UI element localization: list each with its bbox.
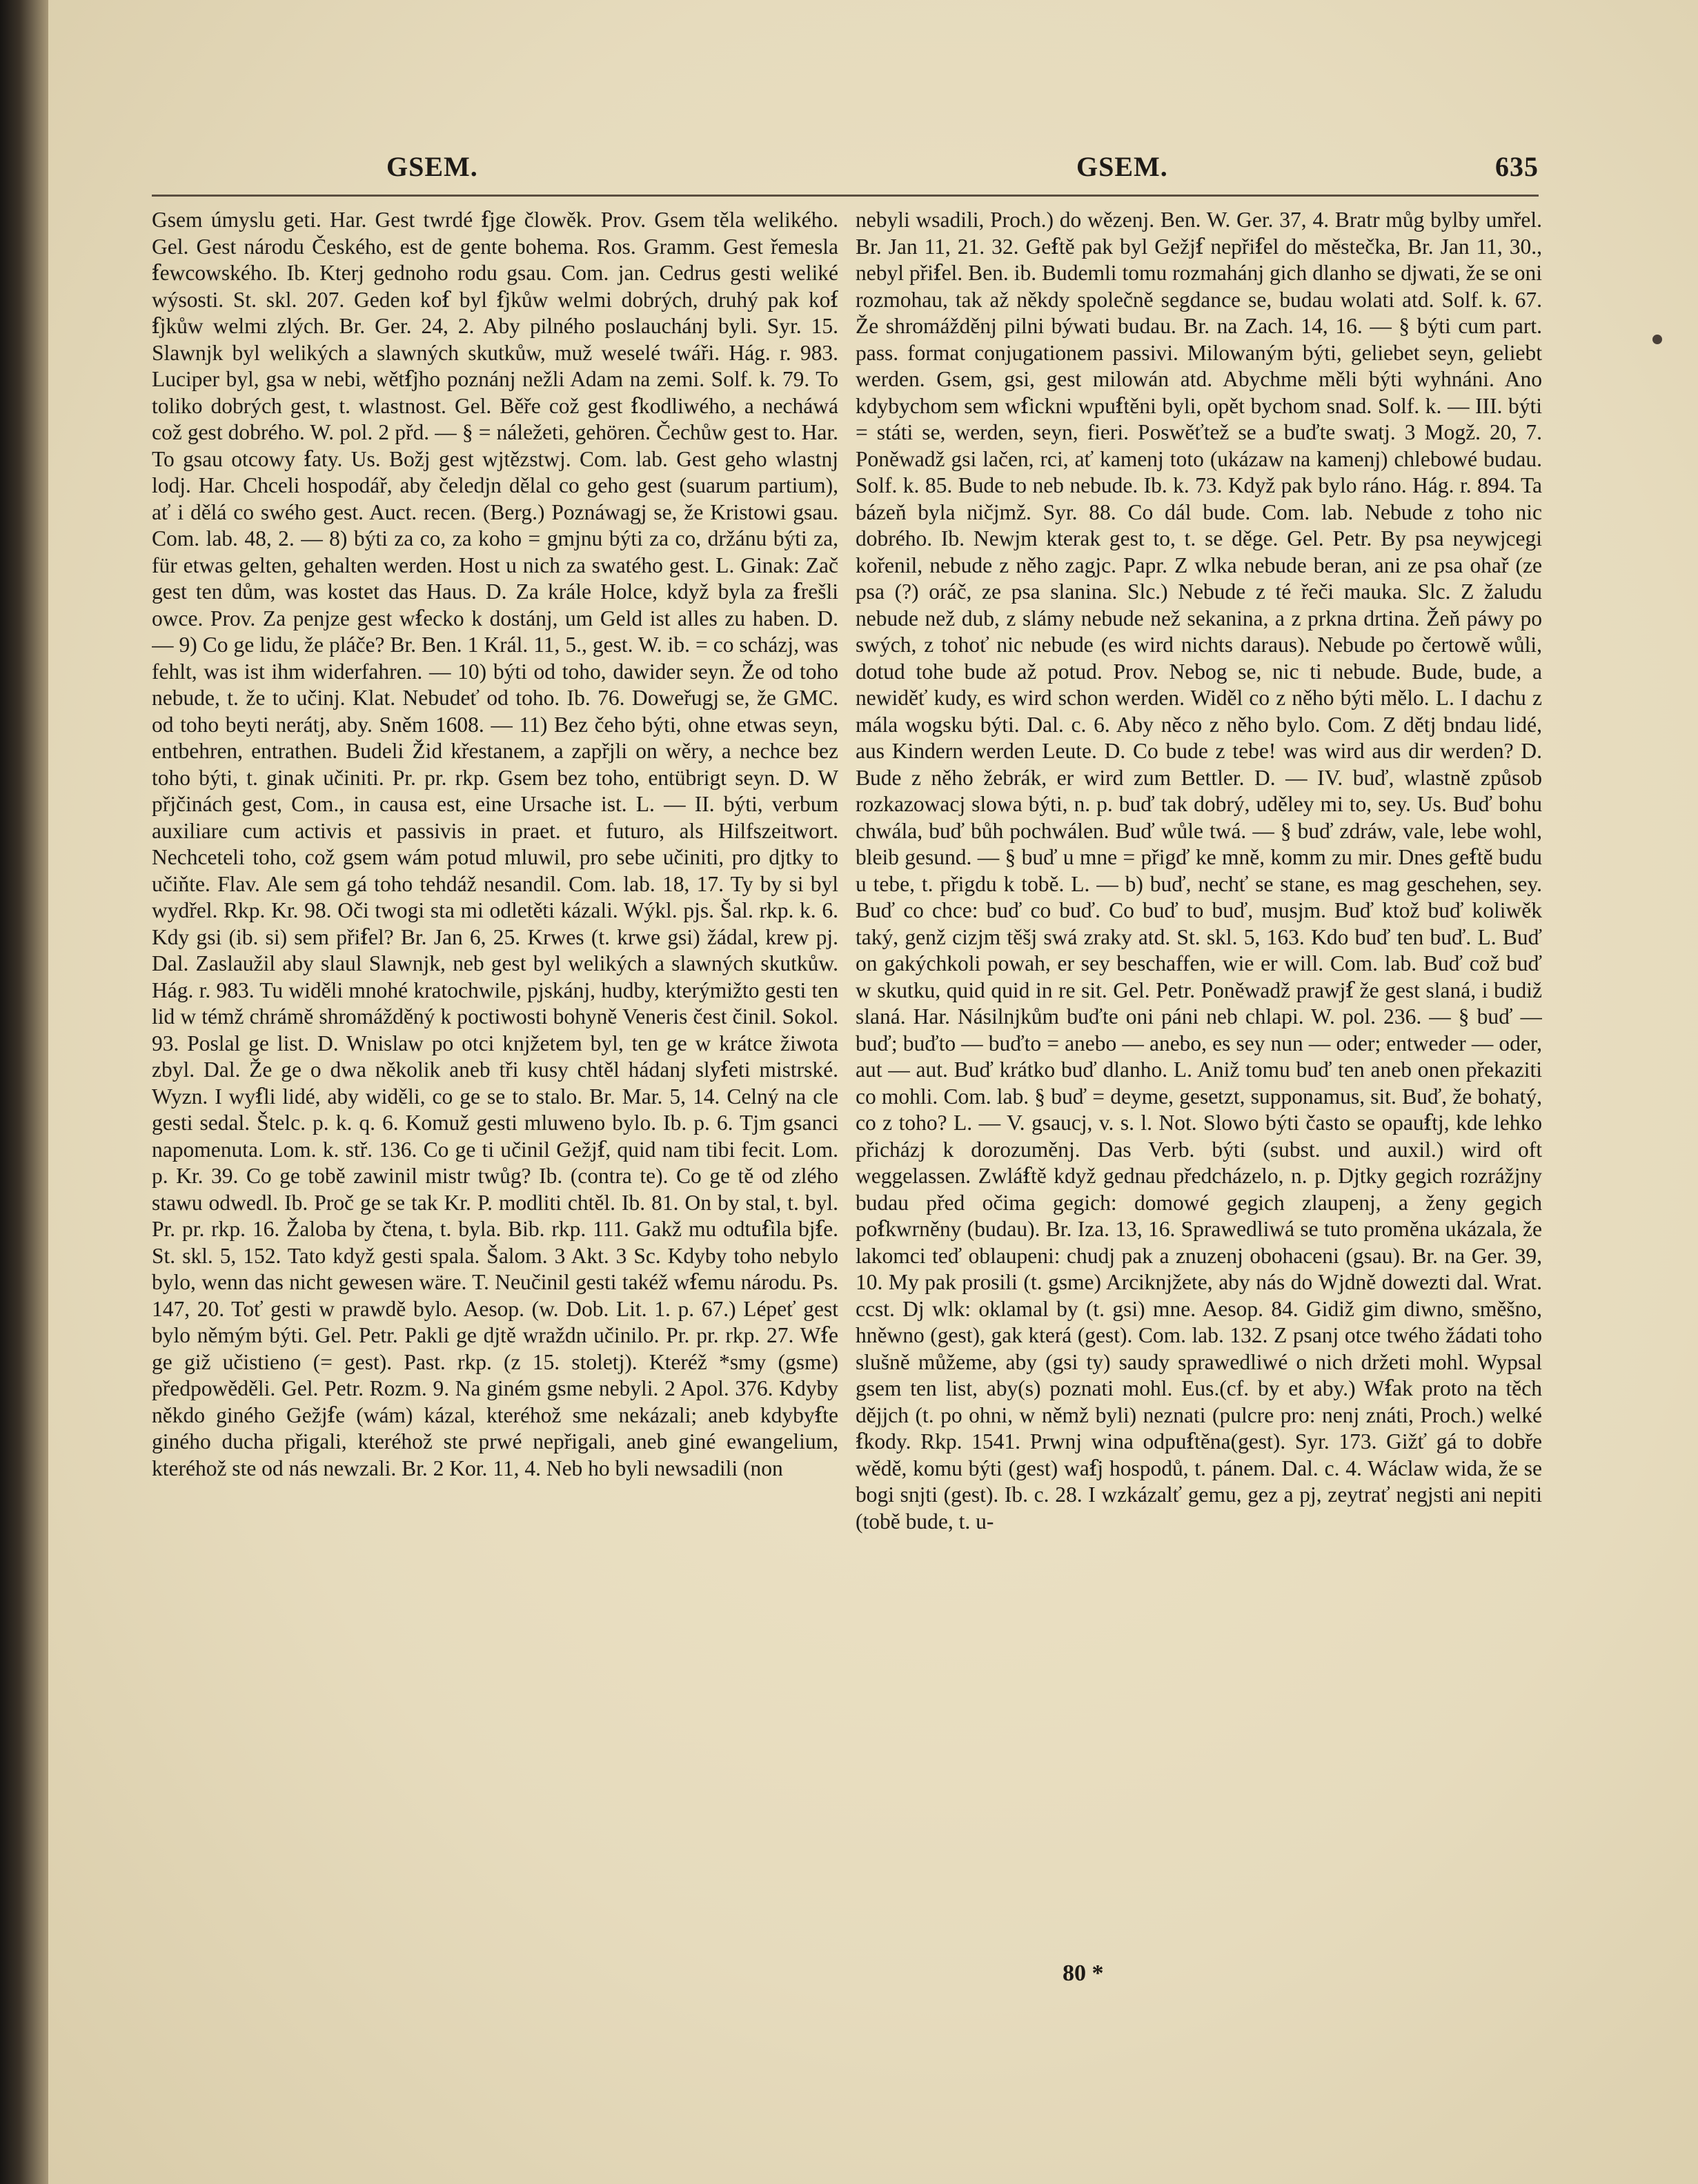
left-column-text: Gsem úmyslu geti. Har. Gest twrdé ẜjge člowěk. Prov. Gsem těla welikého. Gel. Gest národu Českého, est de gente bohema. Ros. Gramm. Gest řemesla ẜewcowského. Ib. Kterj gednoho rodu gsau. Com. jan. Cedrus gesti weliké wýsosti. St. skl. 207. Geden koẜ byl ẜjkůw welmi dobrých, druhý pak koẜ ẜjkůw welmi zlých. Br. Ger. 24, 2. Aby pilného poslauchánj byli. Syr. 15. Slawnjk byl welikých a slawných skutkůw, muž weselé twáři. Hág. r. 983. Luciper byl, gsa w nebi, wětẜjho poznánj nežli Adam na zemi. Solf. k. 79. To toliko dobrých gest, t. wlastnost. Gel. Běře což gest ẜkodliwého, a necháwá což gest dobrého. W. pol. 2 přd. — § = náležeti, gehören. Čechůw gest to. Har. To gsau otcowy ẜaty. Us. Božj gest wjtězstwj. Com. lab. Gest geho wlastnj lodj. Har. Chceli hospodář, aby čeledjn dělal co geho gest (suarum partium), ať i dělá co swého gest. Auct. recen. (Berg.) Poznáwagj se, že Kristowi gsau. Com. lab. 48, 2. — 8) býti za co, za koho = gmjnu býti za co, držánu býti za, für etwas gelten, gehalten werden. Host u nich za swatého gest. L. Ginak: Zač gest ten dům, was kostet das Haus. D. Za krále Holce, když byla za ẜrešli owce. Prov. Za penjze gest wẜecko k dostánj, um Geld ist alles zu haben. D. — 9) Co ge lidu, že pláče? Br. Ben. 1 Král. 11, 5., gest. W. ib. = co scházj, was fehlt, was ist ihm widerfahren. — 10) býti od toho, dawider seyn. Že od toho nebude, t. že to učinj. Klat. Nebudeť od toho. Ib. 76. Doweřugj se, že GMC. od toho beyti nerátj, aby. Sněm 1608. — 11) Bez čeho býti, ohne etwas seyn, entbehren, entrathen. Budeli Žid křestanem, a zapřjli on wěry, a nechce bez toho býti, t. ginak učiniti. Pr. pr. rkp. Gsem bez toho, entübrigt seyn. D. W přjčinách gest, Com., in causa est, eine Ursache ist. L. — II. býti, verbum auxiliare cum activis et passivis in praet. et futuro, als Hilfszeitwort. Nechceteli toho, což gsem wám potud mluwil, pro sebe učiniti, pro djtky to učiňte. Flav. Ale sem gá toho tehdáž nesandil. Com. lab. 18, 17. Ty by si byl wydřel. Rkp. Kr. 98. Oči twogi sta mi odletěti kázali. Wýkl. pjs. Šal. rkp. k. 6. Kdy gsi (ib. si) sem přiẜel? Br. Jan 6, 25. Krwes (t. krwe gsi) žádal, krew pj. Dal. Zaslaužil aby slaul Slawnjk, neb gest byl welikých a slawných skutkůw. Hág. r. 983. Tu widěli mnohé kratochwile, pjskánj, hudby, kterýmižto gesti ten lid w témž chrámě shromážděný k poctiwosti bohyně Veneris čest činil. Sokol. 93. Poslal ge list. D. Wnislaw po otci knjžetem byl, ten ge w krátce žiwota zbyl. Dal. Že ge o dwa několik aneb tři kusy chtěl hádanj slyẜeti mistrské. Wyzn. I wyẜli lidé, aby widěli, co ge se to stalo. Br. Mar. 5, 14. Celný na cle gesti sedal. Štelc. p. k. q. 6. Komuž gesti mluweno bylo. Ib. p. 6. Tjm gsanci napomenuta. Lom. k. stř. 136. Co ge ti učinil Gežjẜ, quid nam tibi fecit. Lom. p. Kr. 39. Co ge tobě zawinil mistr twůg? Ib. (contra te). Co ge tě od zlého stawu odwedl. Ib. Proč ge se tak Kr. P. modliti chtěl. Ib. 81. On by stal, t. byl. Pr. pr. rkp. 16. Žaloba by čtena, t. byla. Bib. rkp. 111. Gakž mu odtuẜila bjẜe. St. skl. 5, 152. Tato když gesti spala. Šalom. 3 Akt. 3 Sc. Kdyby toho nebylo bylo, wenn das nicht gewesen wäre. T. Neučinil gesti takéž wẜemu národu. Ps. 147, 20. Toť gesti w prawdě bylo. Aesop. (w. Dob. Lit. 1. p. 67.) Lépeť gest bylo němým býti. Gel. Petr. Pakli ge djtě wraždn učinilo. Pr. pr. rkp. 27. Wẜe ge giž učistieno (= gest). Past. rkp. (z 15. stoletj). Kteréž *smy (gsme) předpowěděli. Gel. Petr. Rozm. 9. Na giném gsme nebyli. 2 Apol. 376. Kdyby někdo giného Gežjẜe (wám) kázal, kteréhož sme nekázali; aneb kdybyẜte giného ducha přigali, kteréhož ste prwé nepřigali, aneb giné ewangelium, kteréhož ste od nás newzali. Br. 2 Kor. 11, 4. Neb ho byli newsadili (non [152, 208, 838, 1480]
headword-left: GSEM. [386, 151, 478, 182]
right-column-text: nebyli wsadili, Proch.) do wězenj. Ben. W. Ger. 37, 4. Bratr můg bylby umřel. Br. Jan 11, 21. 32. Geẜtě pak byl Gežjẜ nepřiẜel do městečka, Br. Jan 11, 30., nebyl přiẜel. Ben. ib. Budemli tomu rozmahánj gich dlanho se djwati, že se oni rozmohau, tak až někdy společně segdance se, budau wolati atd. Solf. k. 67. Že shromážděnj pilni býwati budau. Br. na Zach. 14, 16. — § býti cum part. pass. format conjugationem passivi. Milowaným býti, geliebet seyn, geliebt werden. Gsem, gsi, gest milowán atd. Abychme měli býti wyhnáni. Ano kdybychom sem wẜickni wpuẜtěni byli, opět bychom snad. Solf. k. — III. býti = státi se, werden, seyn, fieri. Poswěťtež se a buďte swatj. 3 Mogž. 20, 7. Poněwadž gsi lačen, rci, ať kamenj toto (ukázaw na kamenj) chlebowé budau. Solf. k. 85. Bude to neb nebude. Ib. k. 73. Když pak bylo ráno. Hág. r. 894. Ta bázeň byla ničjmž. Syr. 88. Co dál bude. Com. lab. Nebude z toho nic dobrého. Ib. Newjm kterak gest to, t. se děge. Gel. Petr. By psa neywjcegi kořenil, nebude z něho zagjc. Papr. Z wlka nebude beran, ani ze psa ohař (ze psa (?) oráč, ze psa slanina. Slc.) Nebude z té řeči mauka. Slc. Z žaludu nebude než dub, z slámy nebude než sekanina, a z prkna drtina. Žeň páwy po swých, z tohoť nic nebude (es wird nichts daraus). Nebude po čertowě wůli, dotud tohe bude až potud. Prov. Nebog se, nic ti nebude. Bude, bude, a newiděť kudy, es wird schon werden. Widěl co z něho býti mělo. L. I dachu z mála wogsku býti. Dal. c. 6. Aby něco z něho bylo. Com. Z dětj bndau lidé, aus Kindern werden Leute. D. Co bude z tebe! was wird aus dir werden? D. Bude z něho žebrák, er wird zum Bettler. D. — IV. buď, wlastně způsob rozkazowacj slowa býti, n. p. buď tak dobrý, uděley mi to, sey. Us. Buď bohu chwála, buď bůh pochwálen. Buď wůle twá. — § buď zdráw, vale, lebe wohl, bleib gesund. — § buď u mne = přigď ke mně, komm zu mir. Dnes geẜtě budu u tebe, t. přigdu k tobě. L. — b) buď, nechť se stane, es mag geschehen, sey. Buď co chce: buď co buď. Co buď to buď, musjm. Buď ktož buď koliwěk taký, genž cizjm těšj swá zraky atd. St. skl. 5, 163. Kdo buď ten buď. L. Buď on gakýchkoli powah, er sey beschaffen, wie er will. Com. lab. Buď což buď w skutku, quid quid in re sit. Gel. Petr. Poněwadž prawjẜ že gest slaná, i budiž slaná. Har. Násilnjkům buďte oni páni neb chlapi. W. pol. 236. — § buď — buď; buďto — buďto = anebo — anebo, es sey nun — oder; entweder — oder, aut — aut. Buď krátko buď dlanho. L. Aniž tomu buď ten aneb onen překaziti co mohli. Com. lab. § buď = deyme, gesetzt, supponamus, sit. Buď, že bohatý, co z toho? L. — V. gsaucj, v. s. l. Not. Slowo býti často se opauẜtj, kde lehko přicházj k dorozuměnj. Das Verb. býti (subst. und auxil.) wird oft weggelassen. Zwláẜtě když gednau předcházelo, n. p. Djtky gegich rozrážjny budau před očima gegich: domowé gegich zlaupenj, a ženy gegich poẜkwrněny (budau). Br. Iza. 13, 16. Sprawedliwá se tuto proměna ukázala, že lakomci teď oblaupeni: chudj pak a znuzenj obohaceni (gsau). Br. na Ger. 39, 10. My pak prosili (t. gsme) Arciknjžete, aby nás do Wjdně dowezti dal. Wrat. ccst. Dj wlk: oklamal by (t. gsi) mne. Aesop. 84. Gidiž gim diwno, směšno, hněwno (gest), gak která (gest). Com. lab. 132. Z psanj otce twého žádati toho slušně můžeme, aby (gsi ty) saudy sprawedliwé o nich držeti mohl. Wypsal gsem ten list, aby(s) poznati mohl. Eus.(cf. by et aby.) Wẜak proto na těch dějjch (t. po ohni, w němž byli) neznati (pulcre pro: nenj znáti, Proch.) welké ẜkody. Rkp. 1541. Prwnj wina odpuẜtěna(gest). Syr. 173. Gižť gá to dobře wědě, komu býti (gest) waẜj hospodů, t. pánem. Dal. c. 4. Wáclaw wida, že se bogi snjti (gest). Ib. c. 28. I wzkázalť gemu, gez a pj, zeytrať negjsti ani nepiti (tobě bude, t. u- [856, 208, 1542, 1533]
left-column [152, 207, 838, 1980]
headword-right: GSEM. [1076, 151, 1168, 182]
page-number: 635 [1495, 151, 1539, 182]
scan-edge-shadow [0, 0, 48, 2184]
right-column [856, 207, 1542, 1980]
running-header [152, 150, 1539, 192]
header-rule [152, 195, 1539, 197]
signature-mark: 80 * [1063, 1960, 1104, 1986]
ink-spot [1652, 335, 1662, 344]
